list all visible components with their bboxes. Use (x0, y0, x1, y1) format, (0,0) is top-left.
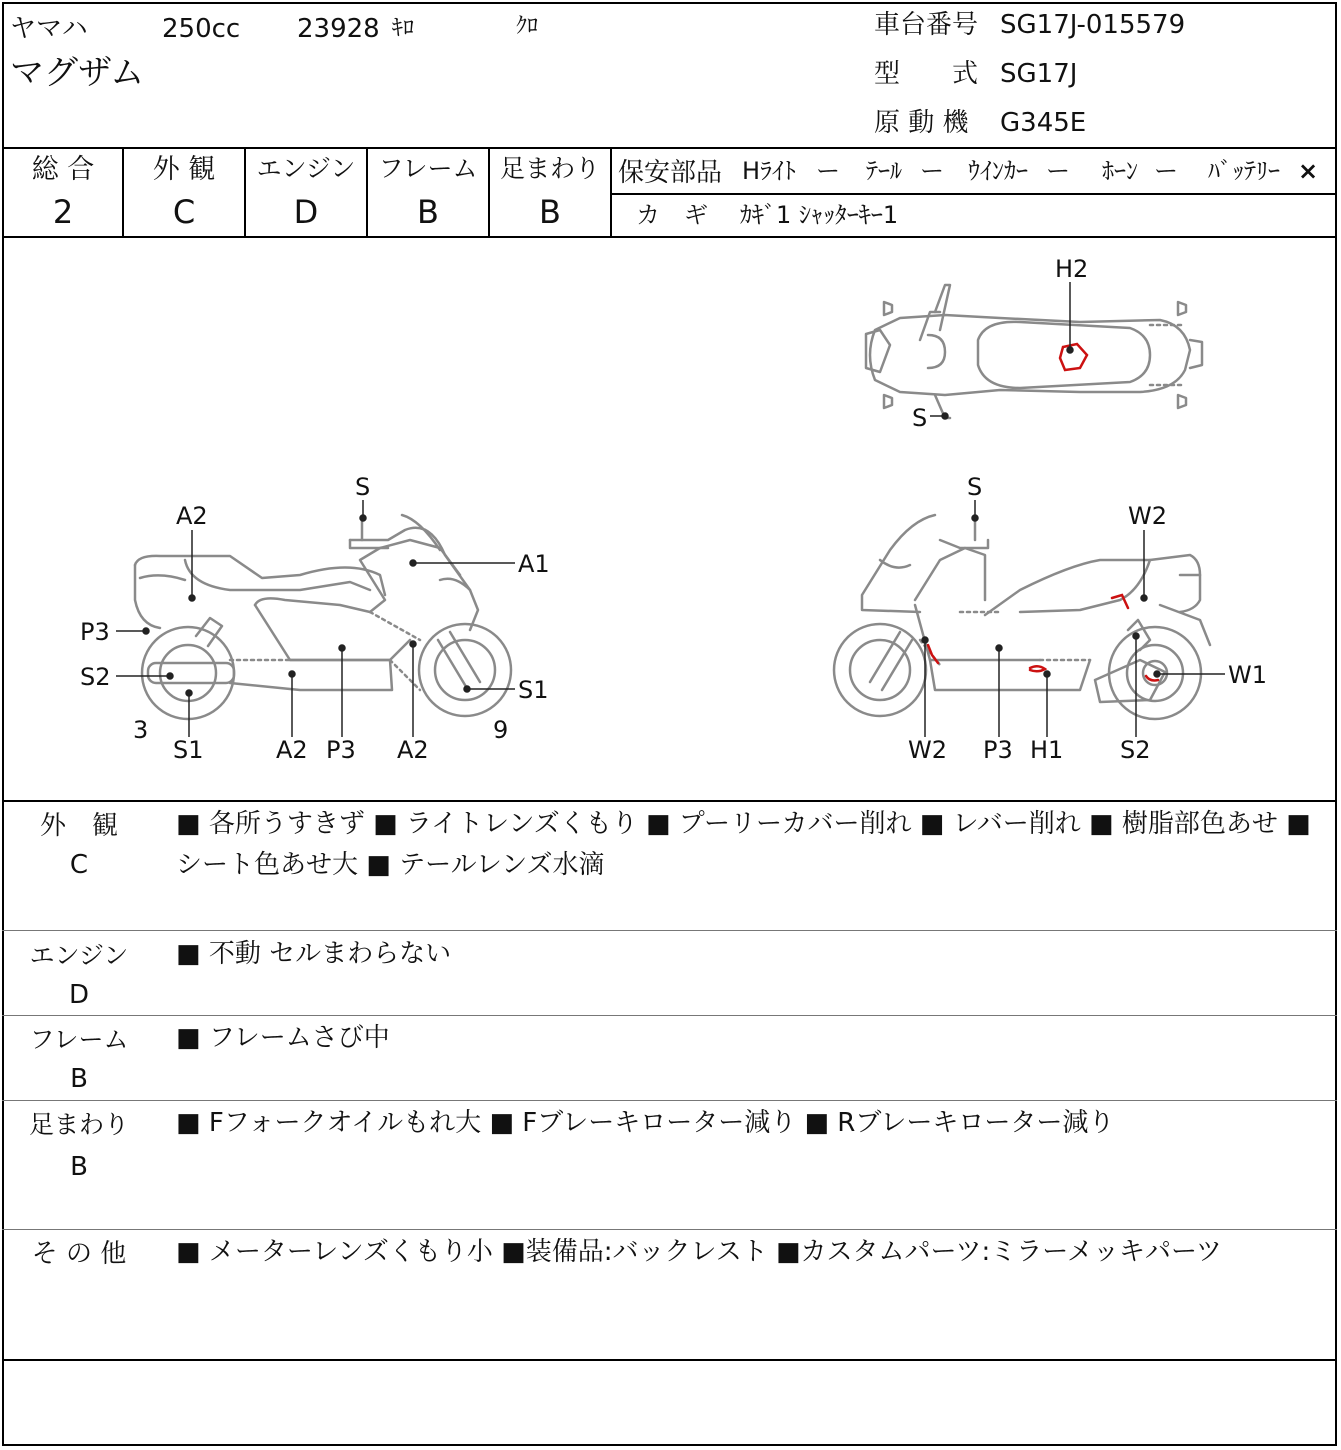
diag-label: S1 (518, 676, 549, 704)
safety-item-tail-status: ー (920, 157, 944, 185)
diag-label: S2 (80, 663, 111, 691)
frame-no-label: 車台番号 (874, 10, 979, 40)
section-exterior-grade: C (69, 850, 89, 880)
maker: ヤマハ (10, 14, 88, 44)
section-engine-text: ■ 不動 セルまわらない (176, 939, 452, 969)
grade-overall-label: 総 合 (31, 154, 95, 185)
safety-item-tail: ﾃｰﾙ (866, 157, 902, 185)
grade-exterior-value: C (172, 193, 196, 231)
section-engine-label: エンジン (29, 941, 129, 970)
safety-item-headlight-status: ー (816, 157, 840, 185)
diag-label: 3 (133, 716, 149, 744)
grade-frame-label: フレーム (378, 154, 478, 183)
section-suspension-grade: B (70, 1152, 88, 1182)
safety-item-winker: ｳｲﾝｶｰ (968, 157, 1028, 185)
safety-parts-label: 保安部品 (618, 158, 723, 188)
divider (2, 1359, 1337, 1361)
divider (611, 193, 1337, 195)
mileage-unit: ｷﾛ (392, 16, 415, 41)
diag-label: A2 (276, 736, 308, 764)
diag-label: P3 (80, 618, 110, 646)
grade-suspension-value: B (539, 193, 561, 231)
section-frame-label: フレーム (29, 1025, 129, 1054)
diag-label: H1 (1030, 736, 1064, 764)
grade-overall-value: 2 (52, 193, 74, 231)
grade-suspension-label: 足まわり (499, 154, 600, 183)
section-suspension-text: ■ Fフォークオイルもれ大 ■ Fブレーキローター減り ■ Rブレーキローター減り (176, 1108, 1115, 1138)
safety-item-headlight: Hﾗｲﾄ (742, 157, 797, 185)
diag-label: S2 (1120, 736, 1151, 764)
divider (2, 1015, 1337, 1016)
displacement: 250cc (162, 14, 241, 44)
diag-label: S1 (173, 736, 204, 764)
diag-label: S (355, 473, 371, 501)
top-view (866, 285, 1202, 418)
divider (2, 800, 1337, 802)
diag-label: S (967, 473, 983, 501)
safety-item-horn: ﾎｰﾝ (1102, 157, 1138, 185)
grade-engine-label: エンジン (256, 154, 356, 183)
divider (2, 930, 1337, 931)
section-other-text: ■ メーターレンズくもり小 ■装備品:バックレスト ■カスタムパーツ:ミラーメッキパーツ (176, 1237, 1222, 1267)
divider (2, 147, 1337, 149)
grade-engine-value: D (293, 193, 319, 231)
frame-no: SG17J-015579 (1000, 10, 1186, 40)
divider (2, 1100, 1337, 1101)
safety-item-winker-status: ー (1046, 157, 1070, 185)
section-engine-grade: D (68, 980, 90, 1010)
divider (2, 1229, 1337, 1230)
diag-label: A2 (397, 736, 429, 764)
section-other-label: そ の 他 (31, 1239, 127, 1269)
right-side-view (834, 515, 1210, 719)
color: ｸﾛ (516, 14, 539, 39)
model-type: SG17J (1000, 59, 1078, 89)
diag-label: W1 (1228, 661, 1267, 689)
section-suspension-label: 足まわり (28, 1110, 129, 1139)
leader-lines (116, 282, 1225, 737)
safety-item-battery: ﾊﾞｯﾃﾘｰ (1208, 157, 1280, 185)
diag-label: W2 (908, 736, 947, 764)
safety-item-battery-status: × (1298, 157, 1319, 185)
engine-label: 原 動 機 (874, 108, 969, 138)
motorcycle-diagram (0, 238, 1341, 800)
diag-label: H2 (1055, 255, 1089, 283)
engine-model: G345E (1000, 108, 1087, 138)
section-exterior-label: 外 観 (39, 811, 118, 841)
section-exterior-text: ■ 各所うすきず ■ ライトレンズくもり ■ プーリーカバー削れ ■ レバー削れ ■ 樹脂部色あせ ■ シート色あせ大 ■ テールレンズ水滴 (176, 809, 1311, 880)
safety-item-horn-status: ー (1154, 157, 1178, 185)
model-name: マグザム (10, 53, 145, 93)
keys-value: ｶｷﾞ1 ｼｬｯﾀｰｷｰ1 (740, 201, 899, 229)
diag-label: A2 (176, 502, 208, 530)
section-frame-text: ■ フレームさび中 (176, 1023, 390, 1053)
diag-label: 9 (493, 716, 509, 744)
diag-label: S (912, 404, 928, 432)
grade-frame-value: B (417, 193, 439, 231)
diag-label: W2 (1128, 502, 1167, 530)
diag-label: P3 (983, 736, 1013, 764)
section-frame-grade: B (70, 1064, 88, 1094)
diag-label: A1 (518, 550, 550, 578)
mileage: 23928 (297, 14, 380, 44)
diag-label: P3 (326, 736, 356, 764)
model-type-label: 型 式 (874, 59, 979, 89)
grade-exterior-label: 外 観 (152, 154, 216, 185)
keys-label: カ ギ (636, 201, 708, 229)
